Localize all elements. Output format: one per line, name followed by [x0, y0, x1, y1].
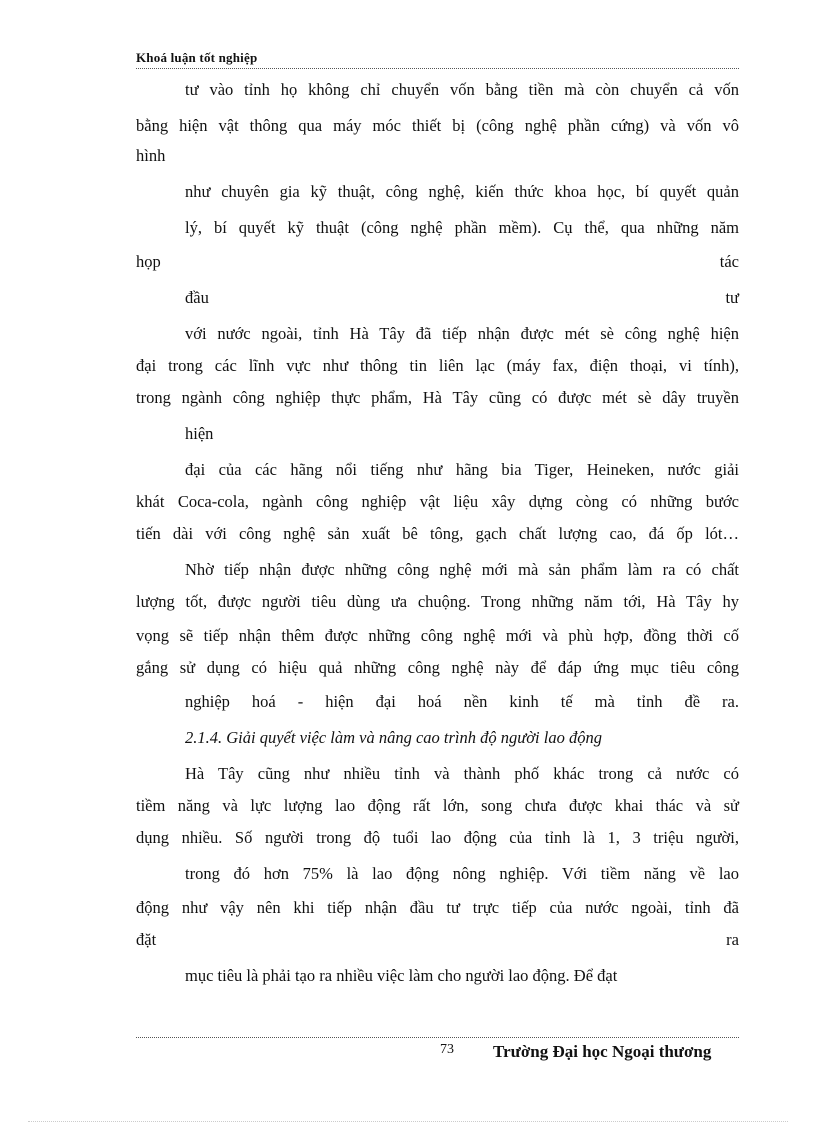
header-title: Khoá luận tốt nghiệp [136, 50, 258, 65]
text-line: động như vậy nên khi tiếp nhận đầu tư trực tiếp của nước ngoài, tỉnh đã [136, 898, 739, 917]
section-heading: 2.1.4. Giải quyết việc làm và nâng cao trình độ người lao động [185, 728, 602, 747]
page-number: 73 [440, 1042, 454, 1057]
text-line: tư vào tỉnh họ không chỉ chuyển vốn bằng tiền mà còn chuyển cả vốn [185, 80, 739, 99]
running-header [136, 50, 739, 69]
text-line: Hà Tây cũng như nhiều tỉnh và thành phố khác trong cả nước có [185, 764, 739, 783]
text-line: tiến dài với công nghệ sản xuất bê tông, gạch chất lượng cao, đá ốp lót… [136, 524, 739, 543]
split-right: tác [719, 252, 739, 271]
text-line: đại của các hãng nổi tiếng như hãng bia Tiger, Heineken, nước giải [185, 460, 739, 479]
split-line [136, 252, 739, 272]
text-line: Nhờ tiếp nhận được những công nghệ mới mà sản phẩm làm ra có chất [185, 560, 739, 579]
split-left: đặt [136, 930, 157, 949]
text-line: trong ngành công nghiệp thực phẩm, Hà Tây cũng có được mét sè dây truyền [136, 388, 739, 407]
split-right: ra [726, 930, 739, 949]
text-line: lượng tốt, được người tiêu dùng ưa chuộng. Trong những năm tới, Hà Tây hy [136, 592, 739, 611]
page-bottom-rule [28, 1121, 788, 1122]
split-line [185, 288, 739, 308]
text-line: như chuyên gia kỹ thuật, công nghệ, kiến thức khoa học, bí quyết quản [185, 182, 739, 201]
split-left: đầu [185, 288, 209, 307]
text-line: khát Coca-cola, ngành công nghiệp vật liệu xây dựng còng có những bước [136, 492, 739, 511]
text-line: mục tiêu là phải tạo ra nhiều việc làm cho người lao động. Để đạt [185, 966, 618, 985]
text-line: vọng sẽ tiếp nhận thêm được những công nghệ mới và phù hợp, đồng thời cố [136, 626, 739, 645]
text-line: trong đó hơn 75% là lao động nông nghiệp. Với tiềm năng về lao [185, 864, 739, 883]
text-line: lý, bí quyết kỹ thuật (công nghệ phần mềm). Cụ thể, qua những năm [185, 218, 739, 237]
text-line: hiện [185, 424, 214, 443]
footer-school: Trường Đại học Ngoại thương [493, 1042, 712, 1061]
text-line: bằng hiện vật thông qua máy móc thiết bị (công nghệ phần cứng) và vốn vô [136, 116, 739, 135]
text-line: hình [136, 146, 166, 165]
split-left: họp [136, 252, 161, 271]
text-line: nghiệp hoá - hiện đại hoá nền kinh tế mà tỉnh đề ra. [185, 692, 739, 711]
split-right: tư [725, 288, 739, 307]
text-line: đại trong các lĩnh vực như thông tin liên lạc (máy fax, điện thoại, vi tính), [136, 356, 739, 375]
footer-rule [136, 1037, 739, 1038]
text-line: dụng nhiều. Số người trong độ tuổi lao động của tỉnh là 1, 3 triệu người, [136, 828, 739, 847]
text-line: gắng sử dụng có hiệu quả những công nghệ này để đáp ứng mục tiêu công [136, 658, 739, 677]
text-line: với nước ngoài, tỉnh Hà Tây đã tiếp nhận được mét sè công nghệ hiện [185, 324, 739, 343]
text-line: tiềm năng và lực lượng lao động rất lớn, song chưa được khai thác và sử [136, 796, 739, 815]
split-line [136, 930, 739, 950]
